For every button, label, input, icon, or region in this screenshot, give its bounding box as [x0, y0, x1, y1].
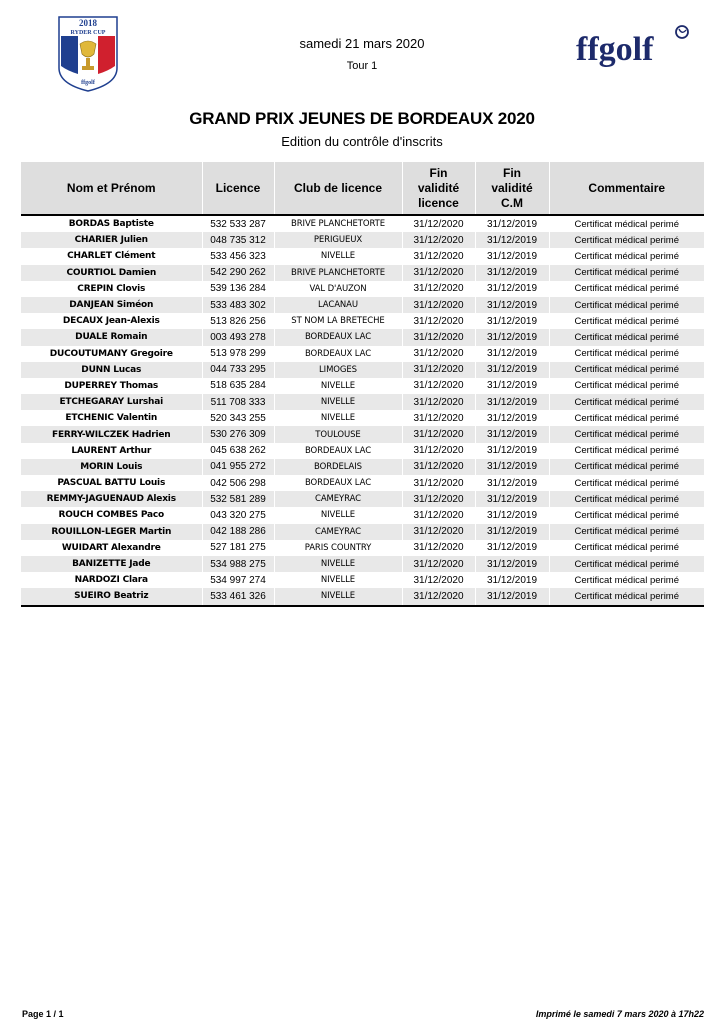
cell-fin-cm: 31/12/2019 — [475, 426, 549, 442]
cell-fin-cm: 31/12/2019 — [475, 248, 549, 264]
page-subtitle: Edition du contrôle d'inscrits — [281, 134, 443, 149]
cell-fin-cm: 31/12/2019 — [475, 491, 549, 507]
cell-fin-licence: 31/12/2020 — [402, 248, 475, 264]
cell-comment: Certificat médical perimé — [549, 426, 704, 442]
cell-comment: Certificat médical perimé — [549, 394, 704, 410]
cell-name: LAURENT Arthur — [21, 443, 202, 459]
cell-licence: 534 988 275 — [202, 556, 274, 572]
cell-club: PARIS COUNTRY — [274, 540, 402, 556]
cell-name: DUALE Romain — [21, 329, 202, 345]
cell-fin-licence: 31/12/2020 — [402, 556, 475, 572]
cell-club: VAL D'AUZON — [274, 281, 402, 297]
cell-name: SUEIRO Beatriz — [21, 588, 202, 605]
cell-licence: 532 581 289 — [202, 491, 274, 507]
ryder-logo-name: RYDER CUP — [70, 30, 106, 36]
table-row — [21, 572, 704, 588]
cell-licence: 532 533 287 — [202, 215, 274, 232]
col-header-fin-cm — [475, 162, 549, 215]
cell-licence: 041 955 272 — [202, 459, 274, 475]
col-header-fin-cm-line1: Fin — [503, 165, 521, 180]
cell-fin-licence: 31/12/2020 — [402, 297, 475, 313]
cell-name: COURTIOL Damien — [21, 265, 202, 281]
cell-comment: Certificat médical perimé — [549, 362, 704, 378]
table-row — [21, 362, 704, 378]
table-row — [21, 329, 704, 345]
cell-licence: 530 276 309 — [202, 426, 274, 442]
table-row — [21, 540, 704, 556]
cell-fin-cm: 31/12/2019 — [475, 232, 549, 248]
cell-fin-licence: 31/12/2020 — [402, 215, 475, 232]
page-number: Page 1 / 1 — [22, 1009, 64, 1019]
table-row — [21, 556, 704, 572]
cell-fin-licence: 31/12/2020 — [402, 313, 475, 329]
cell-name: CHARIER Julien — [21, 232, 202, 248]
cell-fin-cm: 31/12/2019 — [475, 265, 549, 281]
table-row — [21, 313, 704, 329]
cell-licence: 513 826 256 — [202, 313, 274, 329]
cell-fin-licence: 31/12/2020 — [402, 232, 475, 248]
table-row — [21, 443, 704, 459]
table-row — [21, 491, 704, 507]
cell-fin-cm: 31/12/2019 — [475, 346, 549, 362]
cell-fin-cm: 31/12/2019 — [475, 297, 549, 313]
cell-name: CREPIN Clovis — [21, 281, 202, 297]
cell-club: BORDELAIS — [274, 459, 402, 475]
cell-fin-licence: 31/12/2020 — [402, 588, 475, 605]
cell-fin-cm: 31/12/2019 — [475, 556, 549, 572]
cell-club: NIVELLE — [274, 588, 402, 605]
cell-licence: 042 506 298 — [202, 475, 274, 491]
cell-licence: 533 456 323 — [202, 248, 274, 264]
cell-club: NIVELLE — [274, 248, 402, 264]
cell-comment: Certificat médical perimé — [574, 283, 680, 295]
cell-comment: Certificat médical perimé — [574, 445, 680, 457]
col-header-licence: Licence — [202, 162, 274, 215]
col-header-club: Club de licence — [274, 162, 402, 215]
cell-fin-licence: 31/12/2020 — [402, 426, 475, 442]
page-title: GRAND PRIX JEUNES DE BORDEAUX 2020 — [189, 109, 535, 128]
cell-comment: Certificat médical perimé — [549, 556, 704, 572]
cell-name: DUPERREY Thomas — [21, 378, 202, 394]
cell-club: BORDEAUX LAC — [274, 329, 402, 345]
cell-licence: 533 483 302 — [202, 297, 274, 313]
cell-name: DANJEAN Siméon — [21, 297, 202, 313]
cell-fin-cm: 31/12/2019 — [475, 524, 549, 540]
table-row — [21, 281, 704, 297]
ryder-logo-brand: ffgolf — [81, 80, 95, 86]
ryder-cup-logo — [58, 16, 118, 92]
cell-club: LACANAU — [274, 297, 402, 313]
table-row — [21, 248, 704, 264]
cell-comment: Certificat médical perimé — [549, 588, 704, 605]
cell-name: DUCOUTUMANY Gregoire — [21, 346, 202, 362]
cell-licence: 513 978 299 — [202, 346, 274, 362]
cell-fin-cm: 31/12/2019 — [475, 378, 549, 394]
cell-club: NIVELLE — [274, 378, 402, 394]
cell-licence: 520 343 255 — [202, 410, 274, 426]
cell-fin-licence: 31/12/2020 — [402, 410, 475, 426]
cell-name: DUNN Lucas — [21, 362, 202, 378]
cell-licence: 511 708 333 — [202, 394, 274, 410]
cell-comment: Certificat médical perimé — [574, 250, 680, 262]
cell-licence: 045 638 262 — [202, 443, 274, 459]
cell-comment: Certificat médical perimé — [574, 412, 680, 424]
cell-fin-cm: 31/12/2019 — [475, 362, 549, 378]
cell-licence: 044 733 295 — [202, 362, 274, 378]
cell-club: NIVELLE — [274, 556, 402, 572]
cell-name: NARDOZI Clara — [21, 572, 202, 588]
cell-club: ST NOM LA BRETECHE — [274, 313, 402, 329]
cell-name: ROUILLON-LEGER Martin — [21, 524, 202, 540]
cell-comment: Certificat médical perimé — [549, 329, 704, 345]
col-header-comment: Commentaire — [549, 162, 704, 215]
cell-name: PASCUAL BATTU Louis — [21, 475, 202, 491]
table-row — [21, 475, 704, 491]
cell-fin-cm: 31/12/2019 — [475, 572, 549, 588]
cell-comment: Certificat médical perimé — [574, 315, 680, 327]
cell-licence: 527 181 275 — [202, 540, 274, 556]
cell-name: ROUCH COMBES Paco — [21, 507, 202, 523]
cell-fin-licence: 31/12/2020 — [402, 362, 475, 378]
cell-club: CAMEYRAC — [274, 524, 402, 540]
cell-fin-cm: 31/12/2019 — [475, 588, 549, 605]
table-row — [21, 426, 704, 442]
cell-fin-cm: 31/12/2019 — [475, 459, 549, 475]
cell-fin-cm: 31/12/2019 — [475, 329, 549, 345]
cell-club: BORDEAUX LAC — [274, 443, 402, 459]
cell-fin-licence: 31/12/2020 — [402, 540, 475, 556]
table-row — [21, 588, 704, 605]
cell-club: NIVELLE — [274, 410, 402, 426]
table-row — [21, 410, 704, 426]
cell-licence: 534 997 274 — [202, 572, 274, 588]
cell-comment: Certificat médical perimé — [574, 574, 680, 586]
cell-fin-licence: 31/12/2020 — [402, 394, 475, 410]
cell-fin-cm: 31/12/2019 — [475, 313, 549, 329]
cell-fin-licence: 31/12/2020 — [402, 524, 475, 540]
cell-fin-cm: 31/12/2019 — [475, 507, 549, 523]
cell-licence: 542 290 262 — [202, 265, 274, 281]
cell-fin-cm: 31/12/2019 — [475, 443, 549, 459]
col-header-fin-cm-line2: validité — [491, 180, 533, 195]
cell-fin-licence: 31/12/2020 — [402, 475, 475, 491]
cell-fin-cm: 31/12/2019 — [475, 215, 549, 232]
cell-fin-licence: 31/12/2020 — [402, 346, 475, 362]
cell-comment: Certificat médical perimé — [549, 265, 704, 281]
round-label: Tour 1 — [346, 60, 378, 72]
col-header-fin-licence-line3: licence — [418, 195, 459, 210]
cell-licence: 539 136 284 — [202, 281, 274, 297]
cell-name: FERRY-WILCZEK Hadrien — [21, 426, 202, 442]
cell-club: TOULOUSE — [274, 426, 402, 442]
print-timestamp: Imprimé le samedi 7 mars 2020 à 17h22 — [535, 1009, 704, 1019]
cell-fin-licence: 31/12/2020 — [402, 572, 475, 588]
cell-club: NIVELLE — [274, 507, 402, 523]
cell-fin-licence: 31/12/2020 — [402, 443, 475, 459]
cell-club: BORDEAUX LAC — [274, 346, 402, 362]
cell-licence: 518 635 284 — [202, 378, 274, 394]
cell-comment: Certificat médical perimé — [574, 218, 680, 230]
cell-fin-cm: 31/12/2019 — [475, 410, 549, 426]
cell-club: NIVELLE — [274, 394, 402, 410]
cell-comment: Certificat médical perimé — [549, 459, 704, 475]
table-row — [21, 507, 704, 523]
cell-name: ETCHENIC Valentin — [21, 410, 202, 426]
cell-fin-licence: 31/12/2020 — [402, 491, 475, 507]
report-date: samedi 21 mars 2020 — [299, 36, 425, 51]
cell-fin-licence: 31/12/2020 — [402, 265, 475, 281]
table-row — [21, 394, 704, 410]
cell-name: CHARLET Clément — [21, 248, 202, 264]
cell-fin-licence: 31/12/2020 — [402, 459, 475, 475]
cell-comment: Certificat médical perimé — [574, 509, 680, 521]
cell-name: ETCHEGARAY Lurshai — [21, 394, 202, 410]
cell-fin-licence: 31/12/2020 — [402, 507, 475, 523]
cell-name: WUIDART Alexandre — [21, 540, 202, 556]
cell-comment: Certificat médical perimé — [574, 542, 680, 554]
table-row — [21, 265, 704, 281]
cell-fin-cm: 31/12/2019 — [475, 281, 549, 297]
cell-fin-cm: 31/12/2019 — [475, 475, 549, 491]
table-row — [21, 297, 704, 313]
cell-comment: Certificat médical perimé — [574, 348, 680, 360]
cell-comment: Certificat médical perimé — [574, 380, 680, 392]
cell-name: MORIN Louis — [21, 459, 202, 475]
cell-club: CAMEYRAC — [274, 491, 402, 507]
table-row — [21, 524, 704, 540]
cell-club: BRIVE PLANCHETORTE — [274, 265, 402, 281]
cell-fin-cm: 31/12/2019 — [475, 540, 549, 556]
col-header-fin-licence-line1: Fin — [429, 165, 448, 180]
table-row — [21, 232, 704, 248]
col-header-fin-cm-line3: C.M — [501, 195, 523, 210]
cell-name: REMMY-JAGUENAUD Alexis — [21, 491, 202, 507]
table-row — [21, 378, 704, 394]
cell-fin-licence: 31/12/2020 — [402, 329, 475, 345]
cell-name: BORDAS Baptiste — [21, 215, 202, 232]
cell-club: NIVELLE — [274, 572, 402, 588]
cell-comment: Certificat médical perimé — [574, 477, 680, 489]
cell-comment: Certificat médical perimé — [549, 524, 704, 540]
cell-comment: Certificat médical perimé — [549, 491, 704, 507]
cell-club: BRIVE PLANCHETORTE — [274, 215, 402, 232]
col-header-name: Nom et Prénom — [21, 162, 202, 215]
cell-club: BORDEAUX LAC — [274, 475, 402, 491]
ffgolf-logo-text: ffgolf — [576, 31, 654, 68]
cell-name: DECAUX Jean-Alexis — [21, 313, 202, 329]
col-header-fin-licence-line2: validité — [417, 180, 460, 195]
table-row — [21, 459, 704, 475]
table-row — [21, 215, 704, 232]
cell-fin-licence: 31/12/2020 — [402, 281, 475, 297]
cell-club: PERIGUEUX — [274, 232, 402, 248]
col-header-fin-licence — [402, 162, 475, 215]
cell-club: LIMOGES — [274, 362, 402, 378]
table-row — [21, 346, 704, 362]
cell-licence: 043 320 275 — [202, 507, 274, 523]
cell-name: BANIZETTE Jade — [21, 556, 202, 572]
table-header-row — [21, 162, 704, 215]
registrants-table — [21, 162, 704, 607]
cell-comment: Certificat médical perimé — [549, 297, 704, 313]
cell-fin-licence: 31/12/2020 — [402, 378, 475, 394]
cell-licence: 042 188 286 — [202, 524, 274, 540]
cell-fin-cm: 31/12/2019 — [475, 394, 549, 410]
cell-licence: 048 735 312 — [202, 232, 274, 248]
cell-licence: 533 461 326 — [202, 588, 274, 605]
cell-comment: Certificat médical perimé — [549, 232, 704, 248]
ryder-logo-year: 2018 — [79, 18, 97, 28]
cell-licence: 003 493 278 — [202, 329, 274, 345]
